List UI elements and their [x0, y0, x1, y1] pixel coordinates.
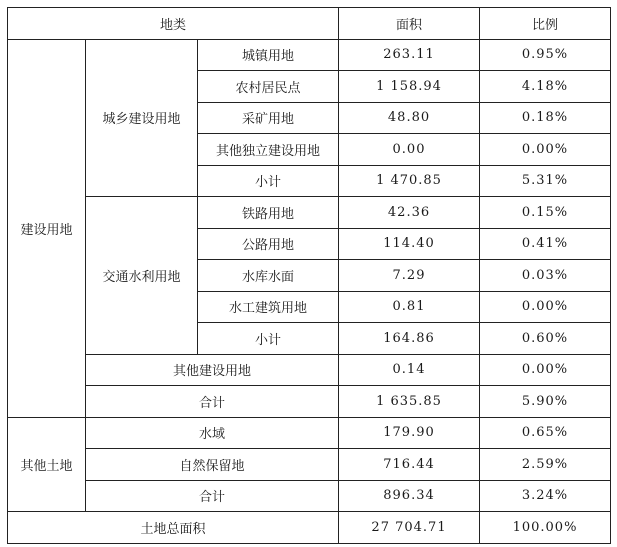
row-area: 1 470.85: [339, 165, 480, 197]
table-row: [8, 417, 611, 449]
row-ratio: 0.03%: [480, 260, 611, 292]
group-transport-water: 交通水利用地: [86, 197, 198, 355]
table-row: [8, 449, 611, 481]
row-name: 水工建筑用地: [198, 291, 339, 323]
header-row: [8, 8, 611, 40]
row-area: 263.11: [339, 39, 480, 71]
row-name: 农村居民点: [198, 71, 339, 103]
row-area: 716.44: [339, 449, 480, 481]
table-row-total: [8, 480, 611, 512]
row-name: 采矿用地: [198, 102, 339, 134]
row-ratio: 0.00%: [480, 354, 611, 386]
row-name: 合计: [86, 386, 339, 418]
row-area: 164.86: [339, 323, 480, 355]
table-row: [8, 197, 611, 229]
row-name: 合计: [86, 480, 339, 512]
row-ratio: 0.41%: [480, 228, 611, 260]
header-category: 地类: [8, 8, 339, 40]
header-ratio: 比例: [480, 8, 611, 40]
row-ratio: 0.00%: [480, 134, 611, 166]
row-area: 1 158.94: [339, 71, 480, 103]
row-area: 114.40: [339, 228, 480, 260]
row-ratio: 0.15%: [480, 197, 611, 229]
row-ratio: 4.18%: [480, 71, 611, 103]
row-name: 城镇用地: [198, 39, 339, 71]
land-use-table: [7, 7, 611, 544]
row-area: 0.81: [339, 291, 480, 323]
header-area: 面积: [339, 8, 480, 40]
row-ratio: 0.18%: [480, 102, 611, 134]
row-name: 公路用地: [198, 228, 339, 260]
table-row: [8, 354, 611, 386]
row-ratio: 0.95%: [480, 39, 611, 71]
row-ratio: 0.65%: [480, 417, 611, 449]
row-name: 水域: [86, 417, 339, 449]
row-ratio: 0.60%: [480, 323, 611, 355]
row-name: 小计: [198, 323, 339, 355]
row-ratio: 5.90%: [480, 386, 611, 418]
row-area: 0.14: [339, 354, 480, 386]
table-row-grand-total: [8, 512, 611, 544]
row-area: 7.29: [339, 260, 480, 292]
row-name: 水库水面: [198, 260, 339, 292]
row-ratio: 3.24%: [480, 480, 611, 512]
row-area: 27 704.71: [339, 512, 480, 544]
row-name: 土地总面积: [8, 512, 339, 544]
row-name: 铁路用地: [198, 197, 339, 229]
row-ratio: 2.59%: [480, 449, 611, 481]
row-ratio: 5.31%: [480, 165, 611, 197]
row-ratio: 100.00%: [480, 512, 611, 544]
row-area: 42.36: [339, 197, 480, 229]
row-area: 179.90: [339, 417, 480, 449]
row-area: 48.80: [339, 102, 480, 134]
row-name: 其他独立建设用地: [198, 134, 339, 166]
row-area: 1 635.85: [339, 386, 480, 418]
group-urban-rural: 城乡建设用地: [86, 39, 198, 197]
row-name: 小计: [198, 165, 339, 197]
group-other-construction: 其他建设用地: [86, 354, 339, 386]
table-row-total: [8, 386, 611, 418]
row-name: 自然保留地: [86, 449, 339, 481]
row-ratio: 0.00%: [480, 291, 611, 323]
row-area: 0.00: [339, 134, 480, 166]
row-area: 896.34: [339, 480, 480, 512]
table-row: [8, 39, 611, 71]
group-other-land: 其他土地: [8, 417, 86, 512]
group-construction: 建设用地: [8, 39, 86, 417]
